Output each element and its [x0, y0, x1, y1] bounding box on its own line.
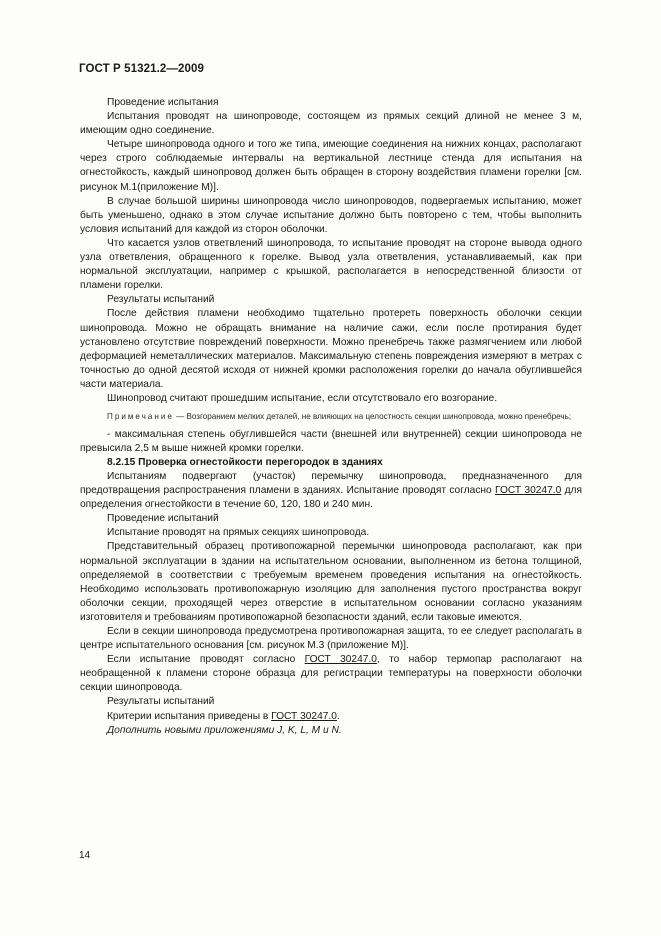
section-heading	[80, 456, 582, 470]
paragraph: Что касается узлов ответвлений шинопровода, то испытание проводят на стороне вывода одного узла ответвления, обращенного к горелке. Вывод узла ответвления, устанавливаемый, как при нормальной эксплуатации, например с крышкой, располагается в непосредственной близости от пламени горелки.	[80, 237, 582, 292]
paragraph: После действия пламени необходимо тщательно протереть поверхность оболочки секции шинопровода. Можно не обращать внимание на наличие сажи, если после протирания будет установлено отсутствие повреждений поверхности. Можно пренебречь также размягчением или любой деформацией неметаллических материалов. Максимальную степень повреждения измеряют в метрах с точностью до одной десятой исходя от нижней кромки расположения горелки до начала обуглившейся части материала.	[80, 308, 582, 390]
document-header: ГОСТ Р 51321.2—2009	[79, 63, 204, 75]
amendment-note: Дополнить новыми приложениями J, K, L, M и N.	[107, 724, 342, 736]
section-number: 8.2.15	[107, 456, 136, 468]
paragraph: Если испытание проводят согласно ГОСТ 30247.0, то набор термопар располагают на необращенной к пламени стороне образца для регистрации температуры на поверхности оболочки секции шинопровода.	[80, 654, 582, 694]
paragraph: Испытаниям подвергают (участок) перемычку шинопровода, предназначенного для предотвращения распространения пламени в зданиях. Испытание проводят согласно ГОСТ 30247.0 для определения огнестойкости в течение 60, 120, 180 и 240 мин.	[80, 470, 582, 511]
standard-reference-link[interactable]: ГОСТ 30247.0	[271, 710, 337, 722]
paragraph: Представительный образец противопожарной перемычки шинопровода располагают, как при нормальной эксплуатации в здании на испытательном основании, выполненном из бетона толщиной, определяемой в соответствии с требуемым временем проведения испытания на огнестойкость. Необходимо использовать противопожарную изоляцию для заполнения пустого пространства вокруг оболочки секции, проходящей через отверстие в испытательном основании согласно указаниям изготовителя и требованиям противопожарной безопасности зданий, если таковые имеются.	[80, 541, 582, 623]
paragraph: В случае большой ширины шинопровода число шинопроводов, подвергаемых испытанию, может быть уменьшено, однако в этом случае испытание должно быть повторено с тем, чтобы выполнить условия испытаний для каждой из сторон оболочки.	[80, 195, 582, 235]
note-label: Примечание	[107, 412, 174, 422]
paragraph: Если в секции шинопровода предусмотрена противопожарная защита, то ее следует располагать в центре испытательного основания [см. рисунок М.3 (приложение М)].	[80, 625, 582, 652]
paragraph: Шинопровод считают прошедшим испытание, если отсутствовало его возгорание.	[107, 392, 498, 404]
paragraph: Испытание проводят на прямых секциях шинопровода.	[107, 527, 370, 539]
list-item: - максимальная степень обуглившейся части (внешней или внутренней) секции шинопровода не превысила 2,5 м выше нижней кромки горелки.	[80, 428, 582, 454]
paragraph: Критерии испытания приведены в ГОСТ 30247.0.	[107, 710, 340, 722]
page-number: 14	[79, 850, 91, 861]
subheading-test-results: Результаты испытаний	[107, 696, 215, 708]
standard-reference-link[interactable]: ГОСТ 30247.0	[495, 485, 562, 497]
note-text: — Возгоранием мелких деталей, не влияющих на целостность секции шинопровода, можно пренебречь;	[173, 412, 572, 422]
standard-reference-link[interactable]: ГОСТ 30247.0	[304, 654, 377, 666]
document-body	[80, 96, 582, 738]
subheading-test-procedure: Проведение испытания	[107, 97, 219, 108]
paragraph: Четыре шинопровода одного и того же типа, имеющие соединения на нижних концах, располагают через строго соблюдаемые интервалы на вертикальной лестнице стенда для испытания на огнестойкость, каждый шинопровод должен быть обращен в сторону воздействия пламени горелки [см. рисунок М.1(приложение М)].	[80, 139, 582, 193]
note	[80, 411, 582, 423]
subheading-test-results: Результаты испытаний	[107, 294, 215, 306]
paragraph: Испытания проводят на шинопроводе, состоящем из прямых секций длиной не менее 3 м, имеющим одно соединение.	[80, 111, 582, 137]
subheading-test-procedure: Проведение испытаний	[107, 513, 219, 525]
section-title: Проверка огнестойкости перегородок в зданиях	[138, 456, 383, 468]
